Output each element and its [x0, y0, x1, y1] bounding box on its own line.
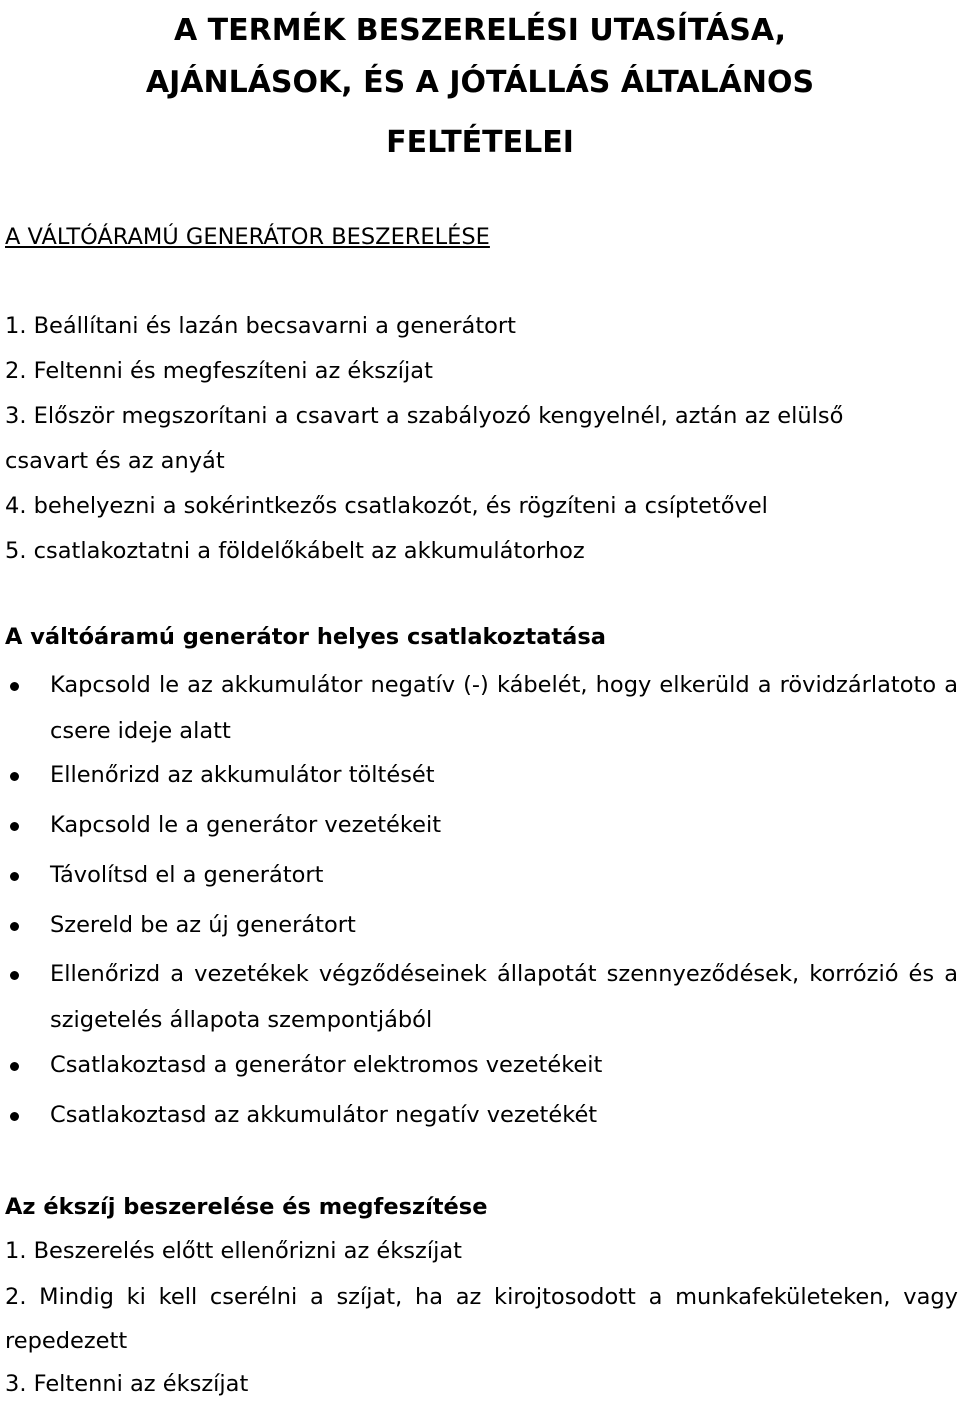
- bullet-icon: [10, 1112, 19, 1121]
- bullet-text: Ellenőrizd az akkumulátor töltését: [50, 762, 435, 788]
- belt-step-3: 3. Feltenni az ékszíjat: [5, 1371, 249, 1397]
- bullet-text: Csatlakoztasd a generátor elektromos vezetékeit: [50, 1052, 603, 1078]
- bullet-icon: [10, 1062, 19, 1071]
- bullet-icon: [10, 872, 19, 881]
- bullet-icon: [10, 682, 19, 691]
- bullet-text: Csatlakoztasd az akkumulátor negatív vezetékét: [50, 1102, 598, 1128]
- bullet-icon: [10, 772, 19, 781]
- belt-step-2: 2. Mindig ki kell cserélni a szíjat, ha az kirojtosodott a munkafekületeken, vagy repedezett: [5, 1284, 958, 1354]
- bullet-text: Ellenőrizd a vezetékek végződéseinek állapotát szennyeződések, korrózió és a szigetelés állapota szempontjából: [50, 961, 958, 1033]
- bullet-icon: [10, 822, 19, 831]
- install-step-3: 3. Először megszorítani a csavart a szabályozó kengyelnél, aztán az elülső: [5, 403, 844, 429]
- bullet-text: Kapcsold le az akkumulátor negatív (-) kábelét, hogy elkerüld a rövidzárlatoto a csere ideje alatt: [50, 672, 958, 744]
- bullet-text: Kapcsold le a generátor vezetékeit: [50, 812, 442, 838]
- bullet-text: Távolítsd el a generátort: [50, 862, 324, 888]
- bullet-text: Szereld be az új generátort: [50, 912, 356, 938]
- belt-step-1: 1. Beszerelés előtt ellenőrizni az ékszíjat: [5, 1238, 462, 1264]
- bullet-icon: [10, 922, 19, 931]
- section-heading-correct-connection: A váltóáramú generátor helyes csatlakoztatása: [5, 624, 606, 650]
- title-line-1: A TERMÉK BESZERELÉSI UTASÍTÁSA,: [174, 13, 786, 48]
- title-line-3: FELTÉTELEI: [386, 125, 574, 160]
- install-step-5: 5. csatlakoztatni a földelőkábelt az akkumulátorhoz: [5, 538, 585, 564]
- section-heading-belt-installation: Az ékszíj beszerelése és megfeszítése: [5, 1194, 488, 1220]
- title-line-2: AJÁNLÁSOK, ÉS A JÓTÁLLÁS ÁLTALÁNOS: [145, 65, 815, 100]
- install-step-3-continued: csavart és az anyát: [5, 448, 225, 474]
- section-heading-generator-installation: A VÁLTÓÁRAMÚ GENERÁTOR BESZERELÉSE: [5, 224, 490, 250]
- install-step-1: 1. Beállítani és lazán becsavarni a generátort: [5, 313, 516, 339]
- install-step-4: 4. behelyezni a sokérintkezős csatlakozót, és rögzíteni a csíptetővel: [5, 493, 768, 519]
- install-step-2: 2. Feltenni és megfeszíteni az ékszíjat: [5, 358, 433, 384]
- bullet-icon: [10, 971, 19, 980]
